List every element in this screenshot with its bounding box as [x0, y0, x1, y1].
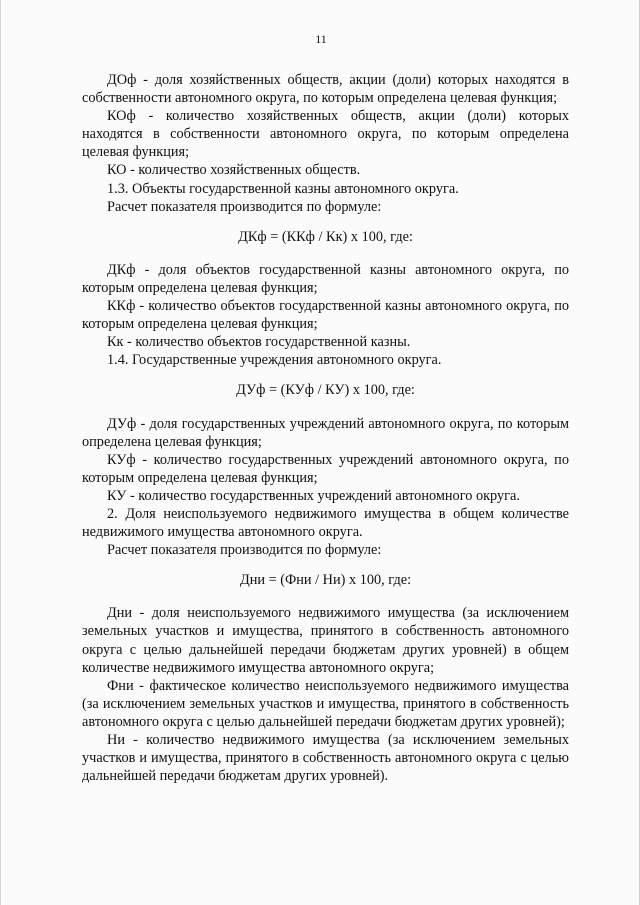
paragraph-dof-definition: ДОф - доля хозяйственных обществ, акции (доли) которых находятся в собственности автономного округа, по которым определена целевая функция;	[82, 72, 569, 107]
paragraph-kk-definition: Кк - количество объектов государственной казны.	[107, 334, 411, 351]
paragraph-ku-definition: КУ - количество государственных учреждений автономного округа.	[107, 487, 520, 504]
paragraph-formula-intro-2: Расчет показателя производится по формуле:	[107, 542, 382, 559]
paragraph-kuf-definition: КУф - количество государственных учреждений автономного округа, по которым определена целевая функция;	[82, 451, 569, 486]
formula-dkf: ДКф = (ККф / Кк) x 100, где:	[238, 228, 413, 245]
paragraph-ni-definition: Ни - количество недвижимого имущества (за исключением земельных участков и имущества, принятого в собственность автономного округа с целью дальнейшей передачи бюджетам других уровней).	[82, 732, 569, 785]
paragraph-kof-definition: КОф - количество хозяйственных обществ, акции (доли) которых находятся в собственности автономного округа, по которым определена целевая функция;	[82, 108, 569, 161]
section-heading-1-4: 1.4. Государственные учреждения автономного округа.	[107, 352, 442, 369]
formula-duf: ДУф = (КУф / КУ) x 100, где:	[236, 382, 415, 399]
document-body	[82, 71, 569, 785]
paragraph-formula-intro-1: Расчет показателя производится по формуле:	[107, 198, 382, 215]
paragraph-dkf-definition: ДКф - доля объектов государственной казны автономного округа, по которым определена целевая функция;	[82, 261, 569, 296]
paragraph-ko-definition: КО - количество хозяйственных обществ.	[107, 162, 361, 179]
section-heading-2: 2. Доля неиспользуемого недвижимого имущества в общем количестве недвижимого имущества автономного округа.	[82, 505, 569, 541]
page-number: 11	[315, 32, 327, 46]
paragraph-duf-definition: ДУф - доля государственных учреждений автономного округа, по которым определена целевая функция;	[82, 415, 569, 450]
section-heading-1-3: 1.3. Объекты государственной казны автономного округа.	[107, 180, 459, 197]
paragraph-kkf-definition: ККф - количество объектов государственной казны автономного округа, по которым определена целевая функция;	[82, 298, 569, 333]
formula-dni: Дни = (Фни / Ни) x 100, где:	[239, 572, 412, 589]
paragraph-dni-definition: Дни - доля неиспользуемого недвижимого имущества (за исключением земельных участков и имущества, принятого в собственность автономного округа с целью дальнейшей передачи бюджетам других уровней) в общем количестве недвижимого имущества автономного округа;	[82, 605, 569, 676]
paragraph-fni-definition: Фни - фактическое количество неиспользуемого недвижимого имущества (за исключением земельных участков и имущества, принятого в собственность автономного округа с целью дальнейшей передачи бюджетам других уровней);	[82, 677, 569, 730]
